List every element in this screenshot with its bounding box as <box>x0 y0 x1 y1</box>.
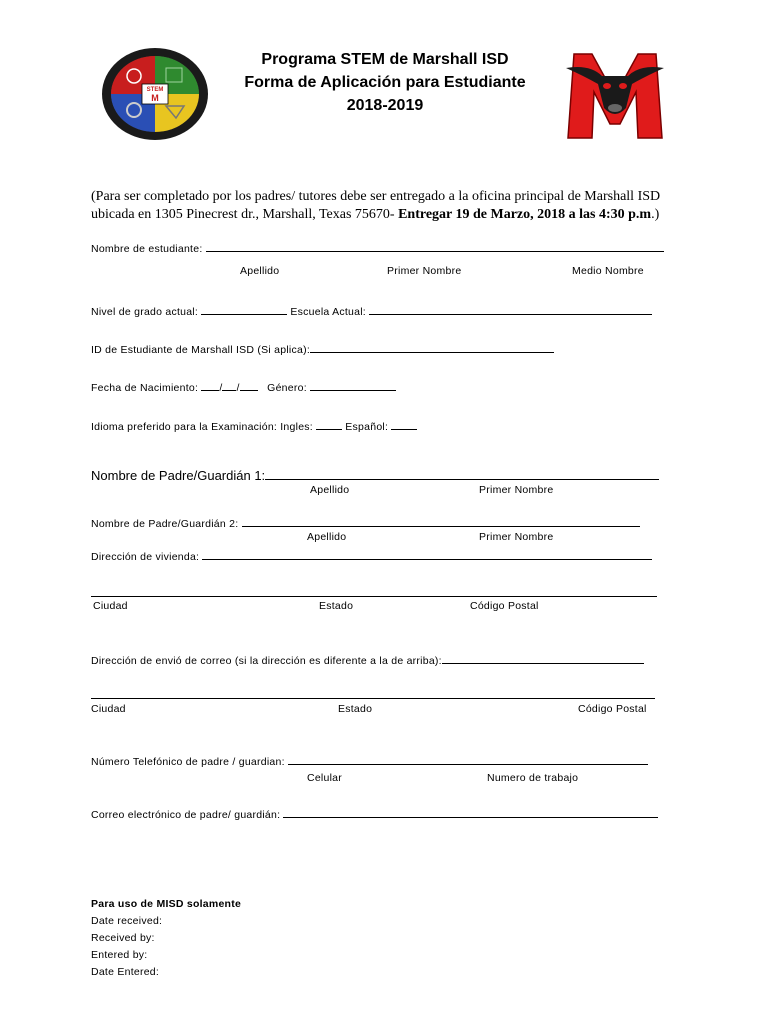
student-name-label: Nombre de estudiante: <box>91 243 203 255</box>
office-heading: Para uso de MISD solamente <box>91 898 242 910</box>
office-date-received: Date received: <box>91 915 163 927</box>
intro-paragraph <box>91 188 660 224</box>
parent2-label: Nombre de Padre/Guardián 2: <box>91 518 239 530</box>
grade-label: Nivel de grado actual: <box>91 306 199 318</box>
intro-deadline: Entregar 19 de Marzo, 2018 a las 4:30 p.m <box>394 207 652 222</box>
dob-day-field[interactable] <box>222 379 236 391</box>
spanish-field[interactable] <box>391 418 417 430</box>
english-field[interactable] <box>316 418 342 430</box>
phone-label: Número Telefónico de padre / guardian: <box>91 756 285 768</box>
maverick-logo <box>560 44 670 142</box>
student-sub-primer: Primer Nombre <box>387 265 462 277</box>
address-city-line <box>91 584 657 602</box>
school-label: Escuela Actual: <box>290 306 366 318</box>
intro-line-1: (Para ser completado por los padres/ tutores debe ser entregado a la oficina principal de Marshall ISD <box>91 189 661 204</box>
office-use-block <box>91 896 241 981</box>
address-sub-ciudad: Ciudad <box>93 600 128 612</box>
mail-sub-codigo: Código Postal <box>578 703 647 715</box>
office-date-entered: Date Entered: <box>91 966 160 978</box>
stem-logo <box>100 46 210 142</box>
language-label: Idioma preferido para la Examinación: Ingles: <box>91 421 313 433</box>
student-id-row <box>91 341 554 356</box>
dob-gender-row: Fecha de Nacimiento: / / Género: <box>91 379 396 394</box>
address-sub-estado: Estado <box>319 600 354 612</box>
address-city-field[interactable] <box>91 585 657 597</box>
parent1-sub-apellido: Apellido <box>310 484 350 496</box>
office-entered-by: Entered by: <box>91 949 148 961</box>
mail-sub-estado: Estado <box>338 703 373 715</box>
parent1-field[interactable] <box>265 466 659 480</box>
student-id-label: ID de Estudiante de Marshall ISD (Si aplica): <box>91 344 311 356</box>
phone-field[interactable] <box>288 753 648 765</box>
phone-sub-trabajo: Numero de trabajo <box>487 772 579 784</box>
parent2-sub-primer: Primer Nombre <box>479 531 554 543</box>
address-sub-codigo: Código Postal <box>470 600 539 612</box>
svg-text:M: M <box>151 93 159 103</box>
school-field[interactable] <box>369 303 652 315</box>
student-sub-medio: Medio Nombre <box>572 265 644 277</box>
dob-year-field[interactable] <box>240 379 258 391</box>
address-row <box>91 548 652 563</box>
email-label: Correo electrónico de padre/ guardián: <box>91 809 281 821</box>
intro-line-2 <box>91 206 660 224</box>
phone-sub-celular: Celular <box>307 772 343 784</box>
parent1-row <box>91 466 659 483</box>
language-row <box>91 418 417 433</box>
mail-city-line <box>91 686 655 704</box>
student-id-field[interactable] <box>310 341 554 353</box>
parent2-field[interactable] <box>242 515 640 527</box>
parent1-label: Nombre de Padre/Guardián 1: <box>91 468 266 483</box>
dob-label: Fecha de Nacimiento: <box>91 382 199 394</box>
title-line-1: Programa STEM de Marshall ISD <box>261 51 509 68</box>
grade-school-row <box>91 303 652 318</box>
gender-field[interactable] <box>310 379 396 391</box>
mail-field[interactable] <box>442 652 644 664</box>
office-received-by: Received by: <box>91 932 155 944</box>
address-label: Dirección de vivienda: <box>91 551 200 563</box>
title-line-2: Forma de Aplicación para Estudiante <box>244 74 526 91</box>
gender-label: Género: <box>267 382 307 394</box>
email-row <box>91 806 658 821</box>
mail-label: Dirección de envió de correo (si la dirección es diferente a la de arriba): <box>91 655 442 667</box>
mail-row <box>91 652 644 667</box>
parent2-row <box>91 515 640 530</box>
spanish-label: Español: <box>345 421 389 433</box>
parent2-sub-apellido: Apellido <box>307 531 347 543</box>
phone-row <box>91 753 648 768</box>
mail-sub-ciudad: Ciudad <box>91 703 126 715</box>
title-line-3: 2018-2019 <box>346 97 424 114</box>
intro-address: ubicada en 1305 Pinecrest dr., Marshall, Texas 75670- <box>91 207 395 222</box>
form-title <box>200 48 570 117</box>
dob-month-field[interactable] <box>201 379 219 391</box>
intro-end: .) <box>651 207 660 222</box>
email-field[interactable] <box>283 806 658 818</box>
stem-logo-text: STEM <box>146 87 164 93</box>
student-name-row <box>91 240 664 255</box>
student-sub-apellido: Apellido <box>240 265 280 277</box>
parent1-sub-primer: Primer Nombre <box>479 484 554 496</box>
grade-field[interactable] <box>201 303 287 315</box>
mail-city-field[interactable] <box>91 687 655 699</box>
address-field[interactable] <box>202 548 652 560</box>
student-name-field[interactable] <box>206 240 664 252</box>
